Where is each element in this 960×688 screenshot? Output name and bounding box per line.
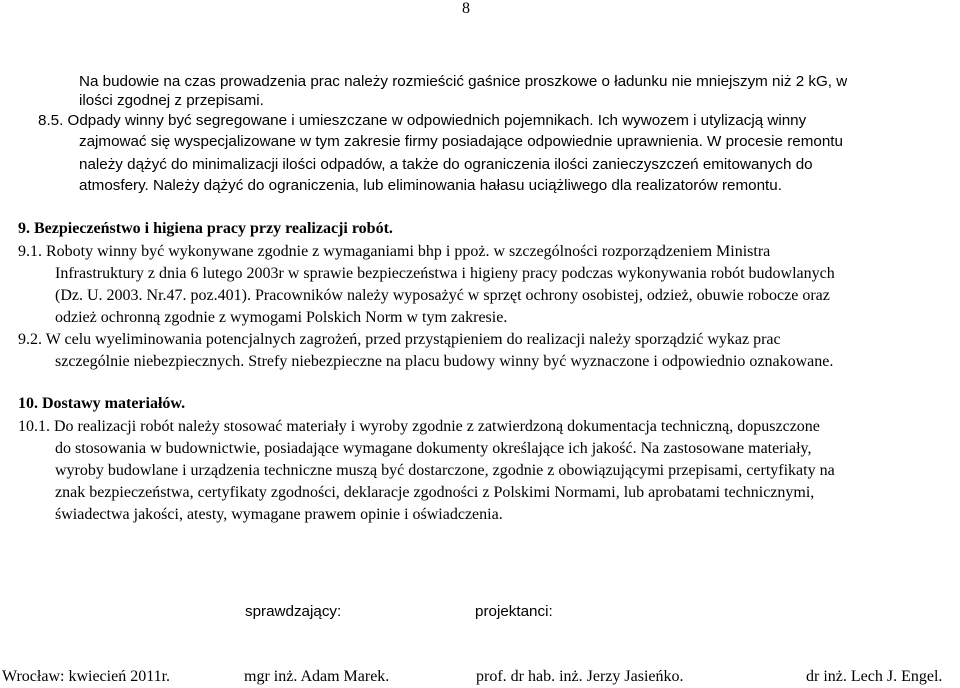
paragraph-8-5-line-2: zajmować się wyspecjalizowane w tym zakresie firmy posiadające odpowiednie uprawnienia. W procesie remontu bbox=[79, 133, 843, 150]
paragraph-8-4-line-2: ilości zgodnej z przepisami. bbox=[79, 92, 264, 109]
paragraph-8-4-line-1: Na budowie na czas prowadzenia prac należy rozmieścić gaśnice proszkowe o ładunku nie mniejszym niż 2 kG, w bbox=[79, 73, 848, 90]
paragraph-8-5-line-4: atmosfery. Należy dążyć do ograniczenia, lub eliminowania hałasu uciążliwego dla realizatorów remontu. bbox=[79, 177, 782, 194]
paragraph-8-5-line-3: należy dążyć do minimalizacji ilości odpadów, a także do ograniczenia ilości zanieczyszczeń emitowanych do bbox=[79, 156, 813, 173]
place-and-date: Wrocław: kwiecień 2011r. bbox=[2, 668, 171, 685]
paragraph-10-1-line-2: do stosowania w budownictwie, posiadające wymagane dokumenty określające ich jakość. Na zastosowane materiały, bbox=[55, 440, 812, 457]
section-10-heading: 10. Dostawy materiałów. bbox=[18, 395, 186, 412]
designers-label: projektanci: bbox=[475, 603, 553, 620]
paragraph-10-1-line-5: świadectwa jakości, atesty, wymagane prawem opinie i oświadczenia. bbox=[55, 506, 503, 523]
checking-label: sprawdzający: bbox=[245, 603, 342, 620]
paragraph-9-1-line-4: odzież ochronną zgodnie z wymogami Polskich Norm w tym zakresie. bbox=[55, 309, 508, 326]
signatory-2: prof. dr hab. inż. Jerzy Jasieńko. bbox=[476, 668, 684, 685]
paragraph-9-1-line-1: 9.1. Roboty winny być wykonywane zgodnie z wymaganiami bhp i ppoż. w szczególności rozporządzeniem Ministra bbox=[18, 243, 771, 260]
section-9-heading: 9. Bezpieczeństwo i higiena pracy przy realizacji robót. bbox=[18, 220, 393, 237]
paragraph-8-5-line-1: 8.5. Odpady winny być segregowane i umieszczane w odpowiednich pojemnikach. Ich wywozem i utylizacją winny bbox=[38, 112, 807, 129]
paragraph-10-1-line-3: wyroby budowlane i urządzenia techniczne muszą być dostarczone, zgodnie z obowiązującymi przepisami, certyfikaty na bbox=[55, 462, 835, 479]
paragraph-9-1-line-2: Infrastruktury z dnia 6 lutego 2003r w sprawie bezpieczeństwa i higieny pracy podczas wykonywania robót budowlanych bbox=[55, 265, 835, 282]
signatory-1: mgr inż. Adam Marek. bbox=[244, 668, 390, 685]
paragraph-9-2-line-1: 9.2. W celu wyeliminowania potencjalnych zagrożeń, przed przystąpieniem do realizacji należy sporządzić wykaz prac bbox=[18, 331, 781, 348]
paragraph-9-1-line-3: (Dz. U. 2003. Nr.47. poz.401). Pracowników należy wyposażyć w sprzęt ochrony osobistej, odzież, obuwie robocze oraz bbox=[55, 287, 830, 304]
paragraph-9-2-line-2: szczególnie niebezpiecznych. Strefy niebezpieczne na placu budowy winny być wyznaczone i odpowiednio oznakowane. bbox=[55, 353, 834, 370]
paragraph-10-1-line-4: znak bezpieczeństwa, certyfikaty zgodności, deklaracje zgodności z Polskimi Normami, lub aprobatami technicznymi, bbox=[55, 484, 815, 501]
page-number: 8 bbox=[462, 0, 470, 17]
paragraph-10-1-line-1: 10.1. Do realizacji robót należy stosować materiały i wyroby zgodnie z zatwierdzoną dokumentacja techniczną, dopuszczone bbox=[18, 418, 820, 435]
signatory-3: dr inż. Lech J. Engel. bbox=[806, 668, 943, 685]
